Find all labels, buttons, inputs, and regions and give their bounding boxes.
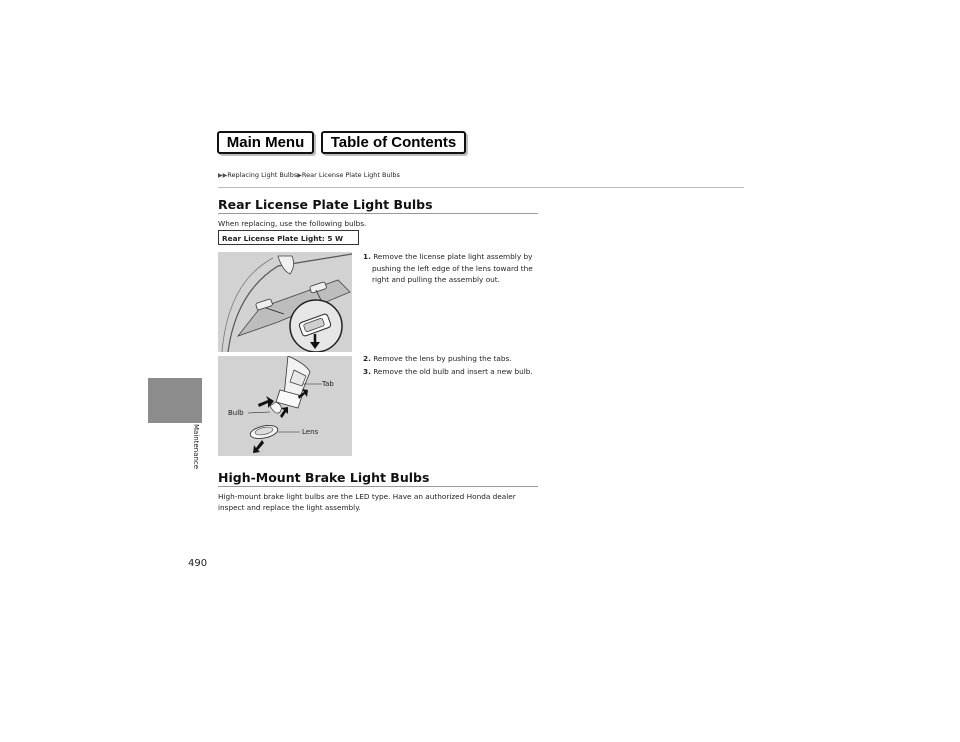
section-title-rear-license: Rear License Plate Light Bulbs bbox=[218, 197, 433, 212]
breadcrumb bbox=[218, 171, 400, 179]
step-text: Remove the old bulb and insert a new bulb. bbox=[373, 367, 533, 376]
side-section-label: Maintenance bbox=[192, 424, 200, 470]
step-3 bbox=[363, 366, 543, 378]
section-title-rule bbox=[218, 213, 538, 214]
main-menu-button[interactable]: Main Menu bbox=[217, 131, 314, 154]
lens-bulb-removal-illustration bbox=[218, 356, 352, 456]
license-light-assembly-illustration bbox=[218, 252, 352, 352]
breadcrumb-arrow-icon: ▶▶ bbox=[218, 172, 228, 179]
step-1 bbox=[363, 251, 543, 286]
bulb-spec-box bbox=[218, 230, 359, 245]
high-mount-text-line: inspect and replace the light assembly. bbox=[218, 503, 361, 512]
section-side-tab bbox=[148, 378, 202, 423]
page-number: 490 bbox=[188, 558, 208, 569]
license-light-assembly-figure bbox=[218, 252, 352, 352]
section-title-high-mount: High-Mount Brake Light Bulbs bbox=[218, 470, 430, 485]
breadcrumb-current: Rear License Plate Light Bulbs bbox=[301, 171, 400, 179]
step-number: 2. bbox=[363, 354, 371, 363]
lens-bulb-removal-figure bbox=[218, 356, 352, 456]
table-of-contents-button[interactable]: Table of Contents bbox=[321, 131, 466, 154]
step-number: 1. bbox=[363, 252, 371, 261]
bulb-spec-text: Rear License Plate Light: 5 W bbox=[222, 234, 344, 243]
step-text: right and pulling the assembly out. bbox=[372, 275, 500, 284]
step-number: 3. bbox=[363, 367, 371, 376]
tab-label: Tab bbox=[322, 380, 334, 388]
step-text: pushing the left edge of the lens toward the bbox=[372, 263, 533, 273]
step-text: Remove the license plate light assembly by bbox=[373, 252, 533, 261]
intro-text: When replacing, use the following bulbs. bbox=[218, 219, 367, 228]
breadcrumb-link-replacing-light-bulbs[interactable]: Replacing Light Bulbs bbox=[227, 171, 298, 179]
bulb-label: Bulb bbox=[228, 409, 244, 417]
high-mount-text bbox=[218, 491, 516, 513]
lens-label: Lens bbox=[302, 428, 319, 436]
section-title-rule bbox=[218, 486, 538, 487]
breadcrumb-arrow-icon: ▶ bbox=[297, 172, 302, 179]
step-text: Remove the lens by pushing the tabs. bbox=[373, 354, 512, 363]
step-2 bbox=[363, 353, 543, 365]
header-divider bbox=[218, 187, 744, 188]
high-mount-text-line: High-mount brake light bulbs are the LED type. Have an authorized Honda dealer bbox=[218, 492, 516, 501]
